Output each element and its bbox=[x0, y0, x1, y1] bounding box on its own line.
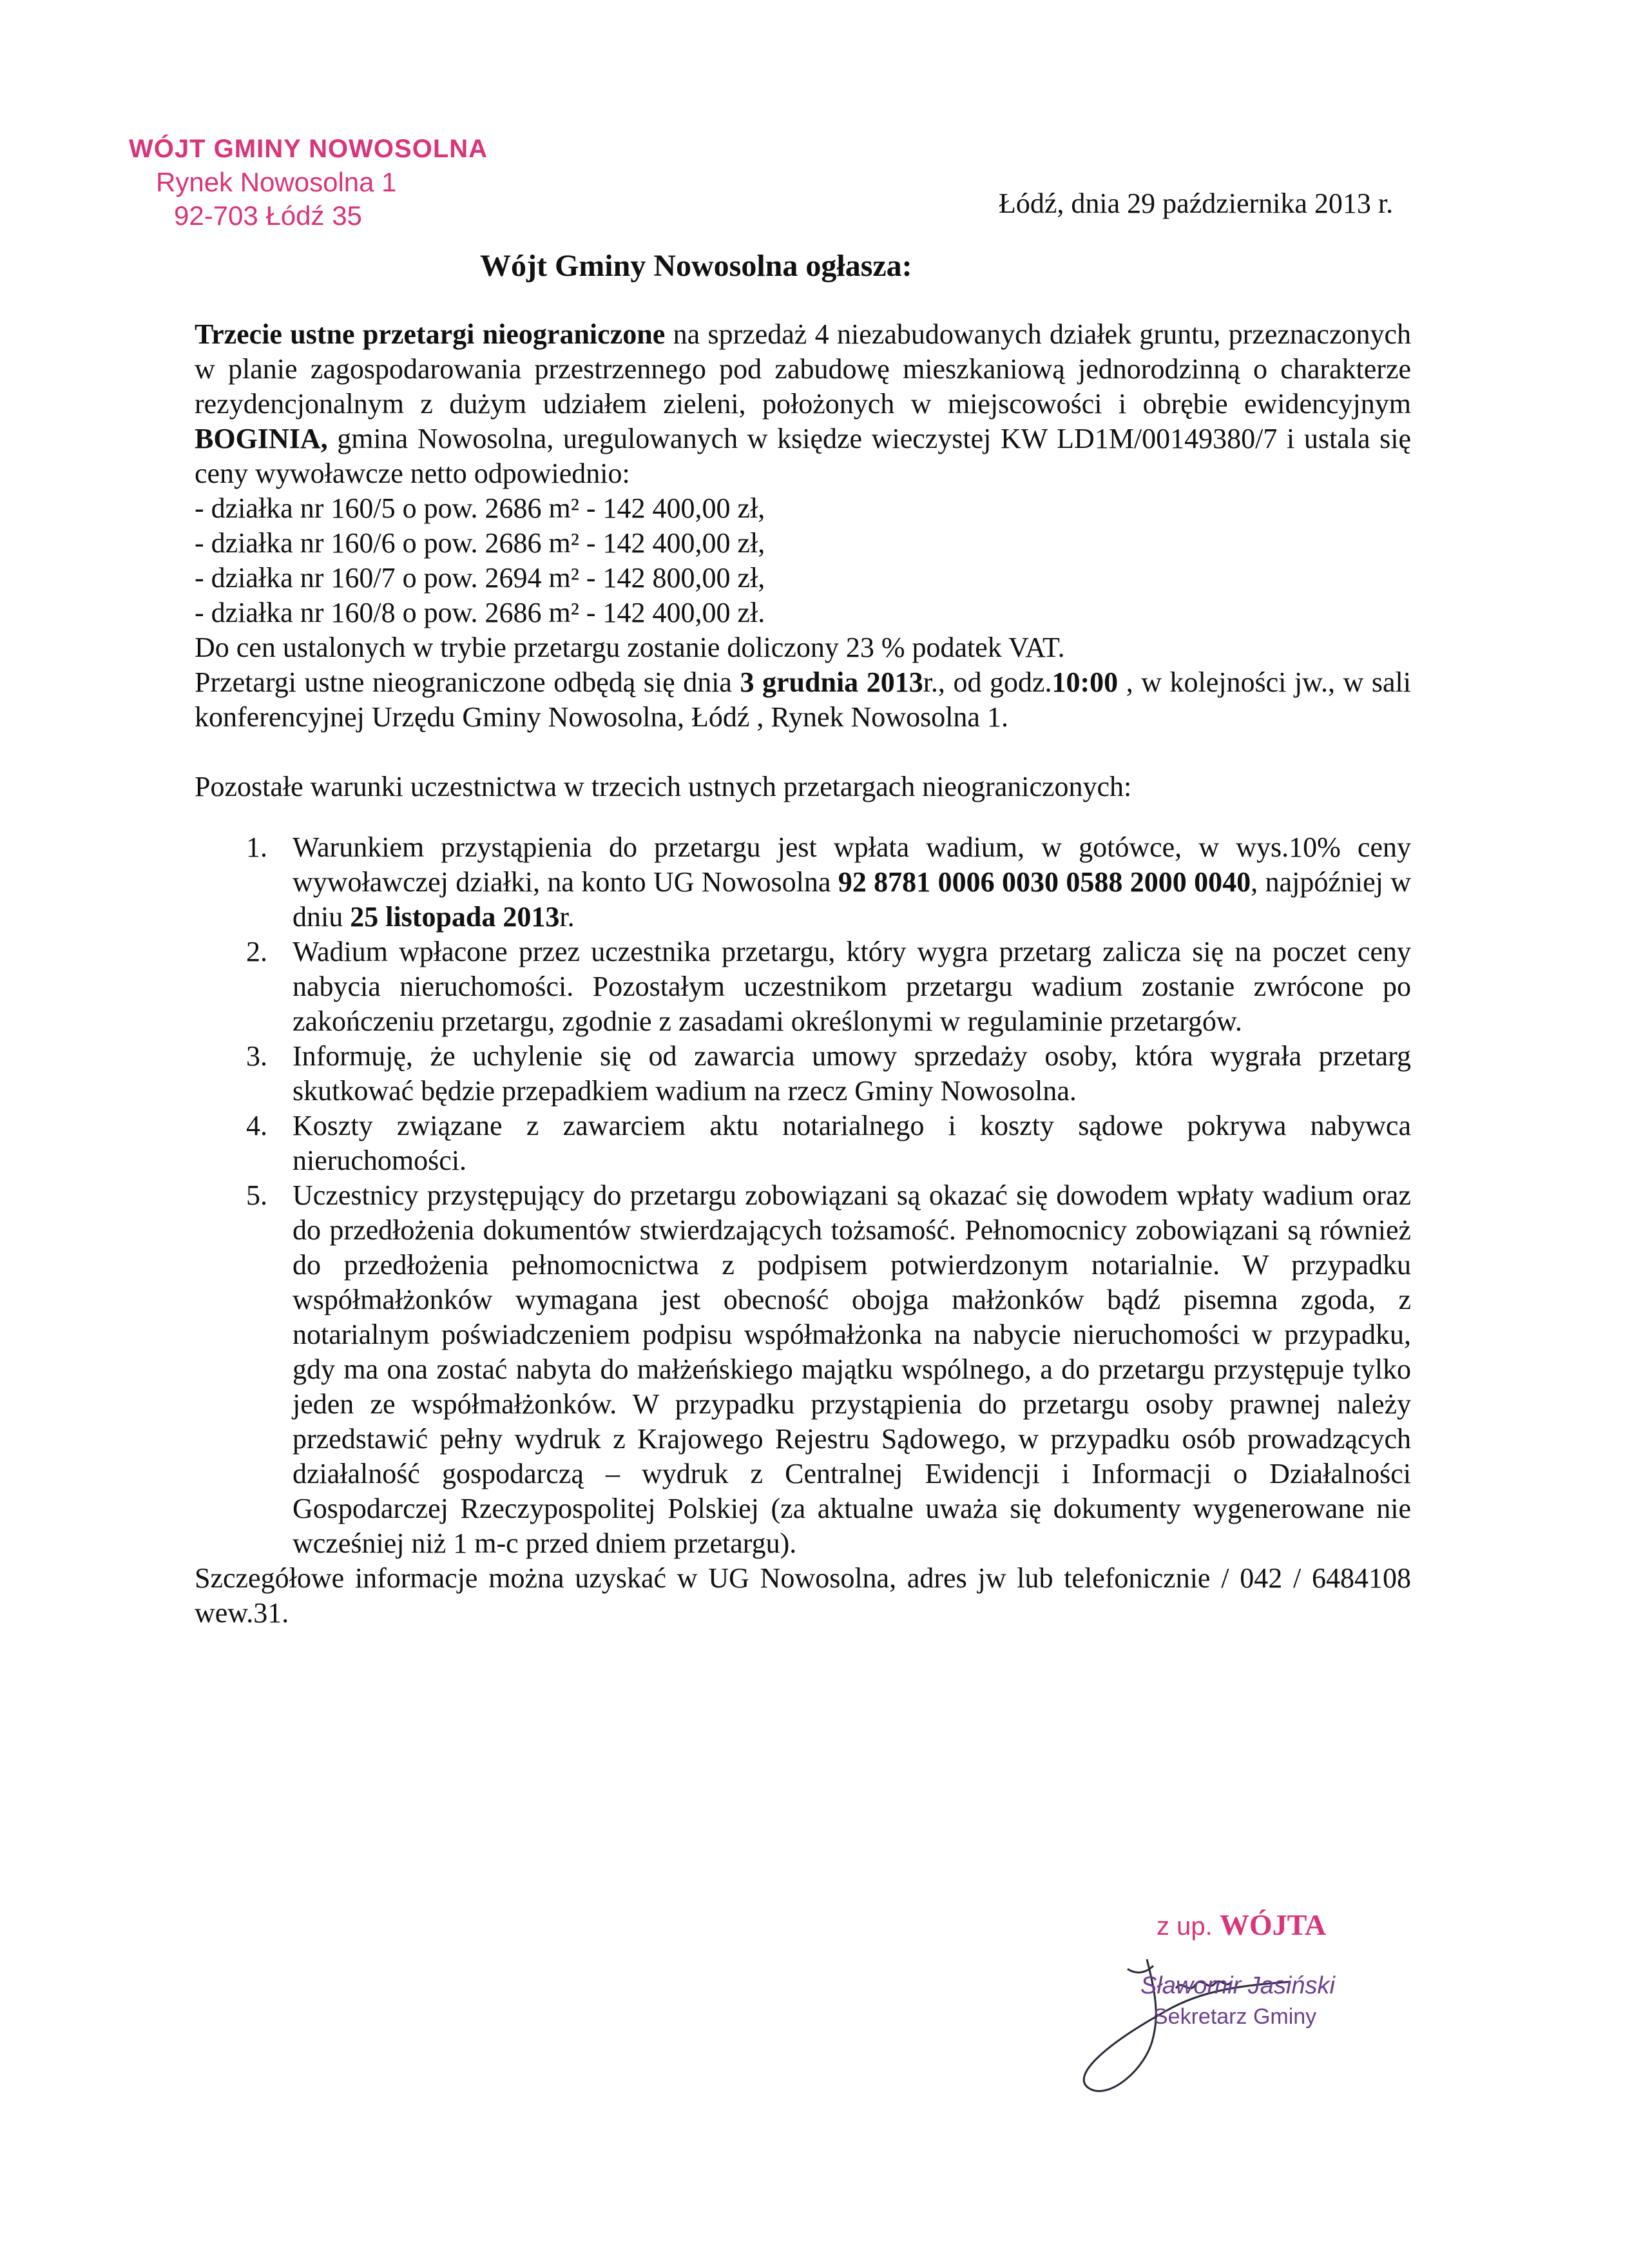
condition-text: Koszty związane z zawarciem aktu notarialnego i koszty sądowe pokrywa nabywca nieruchomości. bbox=[293, 1110, 1411, 1176]
condition-text: Warunkiem przystąpienia do przetargu jest wpłata wadium, w gotówce, w wys.10% ceny wywoławczej działki, na konto UG Nowosolna bbox=[293, 831, 1411, 898]
stamp-line-postcode: 92-703 Łódź 35 bbox=[174, 200, 362, 231]
stamp-line-address: Rynek Nowosolna 1 bbox=[156, 167, 397, 197]
stamp-line-office: WÓJT GMINY NOWOSOLNA bbox=[129, 135, 488, 163]
signature-prefix: z up. bbox=[1157, 1912, 1213, 1941]
intro-place: BOGINIA, bbox=[195, 423, 328, 454]
condition-item bbox=[195, 935, 1411, 1039]
condition-number: 5. bbox=[246, 1179, 267, 1211]
lot-item: - działka nr 160/7 o pow. 2694 m² - 142 800,00 zł, bbox=[195, 562, 765, 594]
condition-item bbox=[195, 1178, 1411, 1561]
signature-office: WÓJTA bbox=[1219, 1908, 1327, 1941]
condition-number: 4. bbox=[246, 1110, 267, 1141]
contact-info: Szczegółowe informacje można uzyskać w UG Nowosolna, adres jw lub telefonicznie / 042 / 6484108 wew.31. bbox=[195, 1562, 1411, 1629]
intro-text-a: na sprzedaż 4 niezabudowanych działek gruntu, przeznaczonych w planie zagospodarowania przestrzennego pod zabudowę mieszkaniową jednorodzinną o charakterze rezydencjonalnym z dużym udziałem zieleni, położonych w miejscowości i obrębie ewidencyjnym bbox=[195, 318, 1411, 420]
condition-text: Wadium wpłacone przez uczestnika przetargu, który wygra przetarg zalicza się na poczet ceny nabycia nieruchomości. Pozostałym uczestnikom przetargu wadium zostanie zwrócone po zakończeniu przetargu, zgodnie z zasadami określonymi w regulaminie przetargów. bbox=[293, 936, 1411, 1037]
intro-text-b: gmina Nowosolna, uregulowanych w księdze wieczystej KW LD1M/00149380/7 i ustala się ceny wywoławcze netto odpowiednio: bbox=[195, 423, 1411, 489]
condition-number: 1. bbox=[246, 831, 267, 863]
auction-paragraph bbox=[195, 665, 1411, 735]
condition-number: 2. bbox=[246, 936, 267, 967]
auction-text-b: r., od godz. bbox=[923, 666, 1052, 698]
auction-text-c: , w kolejności jw., w sali konferencyjnej Urzędu Gminy Nowosolna, Łódź , Rynek Nowosolna 1. bbox=[195, 666, 1411, 733]
condition-item bbox=[195, 830, 1411, 935]
signatory-name: Sławomir Jasiński bbox=[1140, 1972, 1335, 1999]
signature-block bbox=[1057, 1908, 1417, 2114]
condition-item bbox=[195, 1109, 1411, 1178]
signature-authority bbox=[1157, 1908, 1326, 1942]
auction-text-a: Przetargi ustne nieograniczone odbędą się dnia bbox=[195, 666, 740, 698]
bank-account-number: 92 8781 0006 0030 0588 2000 0040 bbox=[838, 866, 1251, 898]
conditions-intro: Pozostałe warunki uczestnictwa w trzecich ustnych przetargach nieograniczonych: bbox=[195, 771, 1132, 802]
signatory-title: Sekretarz Gminy bbox=[1153, 2004, 1317, 2029]
condition-text: Informuję, że uchylenie się od zawarcia umowy sprzedaży osoby, która wygrała przetarg skutkować będzie przepadkiem wadium na rzecz Gminy Nowosolna. bbox=[293, 1040, 1411, 1107]
conditions-list bbox=[195, 830, 1411, 1561]
document-heading: Wójt Gminy Nowosolna ogłasza: bbox=[480, 249, 912, 283]
condition-text: Uczestnicy przystępujący do przetargu zobowiązani są okazać się dowodem wpłaty wadium oraz do przedłożenia dokumentów stwierdzających tożsamość. Pełnomocnicy zobowiązani są również do przedłożenia pełnomocnictwa z podpisem potwierdzonym notarialnie. W przypadku współmałżonków wymagana jest obecność obojga małżonków bądź pisemna zgoda, z notarialnym poświadczeniem podpisu współmałżonka na nabycie nieruchomości w przypadku, gdy ma ona zostać nabyta do małżeńskiego majątku wspólnego, a do przetargu przystępuje tylko jeden ze współmałżonków. W przypadku przystąpienia do przetargu osoby prawnej należy przedstawić pełny wydruk z Krajowego Rejestru Sądowego, w przypadku osób prowadzących działalność gospodarczą – wydruk z Centralnej Ewidencji i Informacji o Działalności Gospodarczej Rzeczypospolitej Polskiej (za aktualne uważa się dokumenty wygenerowane nie wcześniej niż 1 m-c przed dniem przetargu). bbox=[293, 1179, 1411, 1559]
condition-item bbox=[195, 1039, 1411, 1109]
office-stamp bbox=[129, 132, 488, 233]
intro-paragraph bbox=[195, 317, 1411, 491]
condition-text: r. bbox=[559, 901, 575, 933]
lot-item: - działka nr 160/6 o pow. 2686 m² - 142 400,00 zł, bbox=[195, 527, 765, 559]
condition-text: , najpóźniej w dniu bbox=[293, 866, 1412, 933]
intro-lead: Trzecie ustne przetargi nieograniczone bbox=[195, 318, 666, 350]
document-date: Łódź, dnia 29 października 2013 r. bbox=[999, 188, 1394, 219]
document-body bbox=[195, 317, 1411, 1631]
condition-number: 3. bbox=[246, 1040, 267, 1072]
lot-item: - działka nr 160/5 o pow. 2686 m² - 142 400,00 zł, bbox=[195, 492, 765, 524]
vat-note: Do cen ustalonych w trybie przetargu zostanie doliczony 23 % podatek VAT. bbox=[195, 632, 1065, 663]
auction-date: 3 grudnia 2013 bbox=[740, 666, 923, 698]
auction-time: 10:00 bbox=[1052, 666, 1119, 698]
deposit-deadline: 25 listopada 2013 bbox=[350, 901, 560, 933]
lot-item: - działka nr 160/8 o pow. 2686 m² - 142 400,00 zł. bbox=[195, 597, 765, 628]
